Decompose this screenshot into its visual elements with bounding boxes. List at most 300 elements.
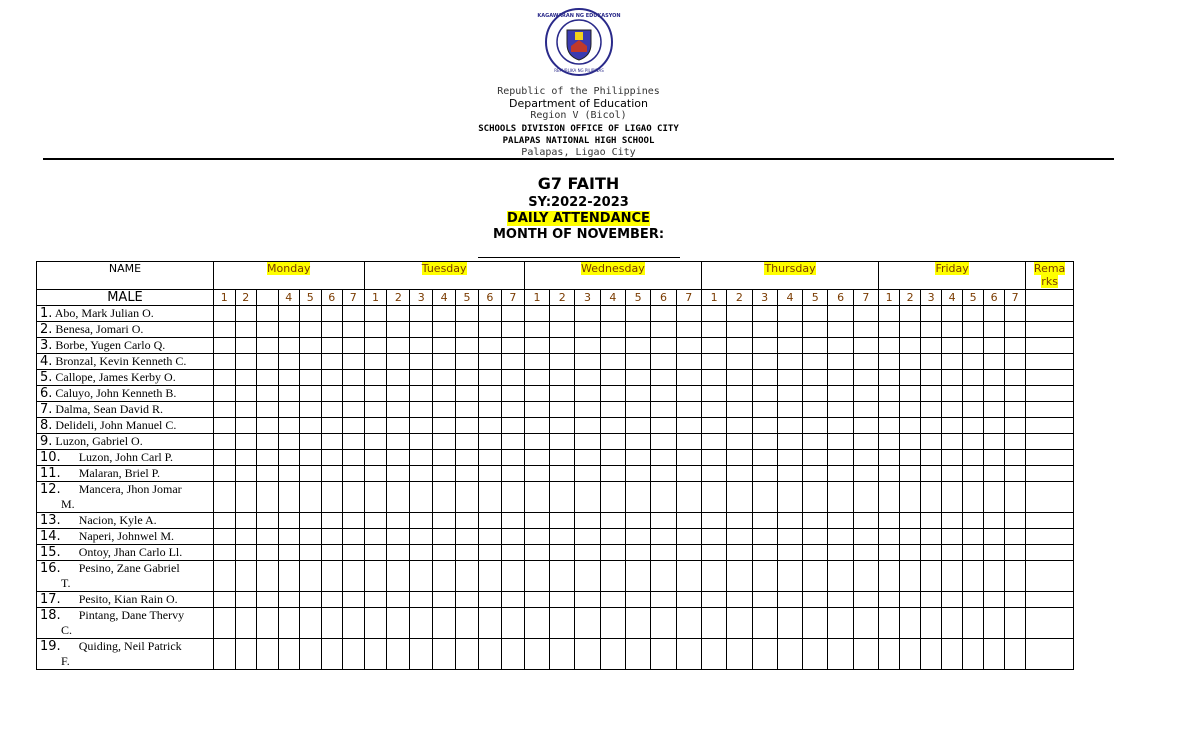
attendance-cell[interactable] [364,482,387,513]
attendance-cell[interactable] [235,545,257,561]
attendance-cell[interactable] [626,322,651,338]
attendance-cell[interactable] [501,322,524,338]
attendance-cell[interactable] [676,608,701,639]
attendance-cell[interactable] [550,354,575,370]
attendance-cell[interactable] [900,608,921,639]
attendance-cell[interactable] [235,608,257,639]
attendance-cell[interactable] [626,434,651,450]
attendance-cell[interactable] [321,592,343,608]
attendance-cell[interactable] [214,322,236,338]
attendance-cell[interactable] [921,545,942,561]
attendance-cell[interactable] [752,608,777,639]
attendance-cell[interactable] [626,639,651,670]
attendance-cell[interactable] [676,592,701,608]
attendance-cell[interactable] [214,529,236,545]
attendance-cell[interactable] [456,354,479,370]
attendance-cell[interactable] [343,561,365,592]
attendance-cell[interactable] [1005,561,1026,592]
attendance-cell[interactable] [963,529,984,545]
attendance-cell[interactable] [1005,466,1026,482]
attendance-cell[interactable] [343,418,365,434]
attendance-cell[interactable] [942,529,963,545]
attendance-cell[interactable] [343,306,365,322]
attendance-cell[interactable] [853,434,878,450]
attendance-cell[interactable] [478,450,501,466]
attendance-cell[interactable] [777,370,802,386]
attendance-cell[interactable] [257,466,279,482]
attendance-cell[interactable] [278,434,300,450]
attendance-cell[interactable] [701,338,726,354]
attendance-cell[interactable] [478,354,501,370]
attendance-cell[interactable] [456,513,479,529]
attendance-cell[interactable] [626,545,651,561]
remarks-cell[interactable] [1026,639,1074,670]
attendance-cell[interactable] [387,529,410,545]
attendance-cell[interactable] [433,639,456,670]
attendance-cell[interactable] [364,450,387,466]
remarks-cell[interactable] [1026,450,1074,466]
attendance-cell[interactable] [300,545,322,561]
attendance-cell[interactable] [676,482,701,513]
attendance-cell[interactable] [853,529,878,545]
attendance-cell[interactable] [278,402,300,418]
attendance-cell[interactable] [651,338,676,354]
attendance-cell[interactable] [921,639,942,670]
attendance-cell[interactable] [214,513,236,529]
attendance-cell[interactable] [963,450,984,466]
attendance-cell[interactable] [235,466,257,482]
attendance-cell[interactable] [900,450,921,466]
attendance-cell[interactable] [921,370,942,386]
attendance-cell[interactable] [777,545,802,561]
attendance-cell[interactable] [942,434,963,450]
attendance-cell[interactable] [803,402,828,418]
attendance-cell[interactable] [478,561,501,592]
attendance-cell[interactable] [600,513,625,529]
attendance-cell[interactable] [626,402,651,418]
attendance-cell[interactable] [900,466,921,482]
attendance-cell[interactable] [701,561,726,592]
attendance-cell[interactable] [501,608,524,639]
attendance-cell[interactable] [1005,306,1026,322]
attendance-cell[interactable] [501,338,524,354]
attendance-cell[interactable] [752,466,777,482]
attendance-cell[interactable] [478,434,501,450]
attendance-cell[interactable] [701,418,726,434]
attendance-cell[interactable] [676,529,701,545]
attendance-cell[interactable] [879,418,900,434]
attendance-cell[interactable] [651,434,676,450]
attendance-cell[interactable] [364,529,387,545]
attendance-cell[interactable] [752,322,777,338]
attendance-cell[interactable] [343,529,365,545]
attendance-cell[interactable] [575,561,600,592]
attendance-cell[interactable] [410,434,433,450]
attendance-cell[interactable] [984,466,1005,482]
attendance-cell[interactable] [828,561,853,592]
attendance-cell[interactable] [364,402,387,418]
attendance-cell[interactable] [456,482,479,513]
attendance-cell[interactable] [942,513,963,529]
attendance-cell[interactable] [828,482,853,513]
attendance-cell[interactable] [942,561,963,592]
attendance-cell[interactable] [828,338,853,354]
attendance-cell[interactable] [600,306,625,322]
attendance-cell[interactable] [752,561,777,592]
attendance-cell[interactable] [257,592,279,608]
attendance-cell[interactable] [343,545,365,561]
attendance-cell[interactable] [752,482,777,513]
attendance-cell[interactable] [278,306,300,322]
attendance-cell[interactable] [575,418,600,434]
remarks-cell[interactable] [1026,482,1074,513]
attendance-cell[interactable] [524,545,549,561]
attendance-cell[interactable] [1005,545,1026,561]
attendance-cell[interactable] [701,386,726,402]
attendance-cell[interactable] [235,322,257,338]
attendance-cell[interactable] [853,418,878,434]
attendance-cell[interactable] [575,513,600,529]
attendance-cell[interactable] [942,545,963,561]
remarks-cell[interactable] [1026,513,1074,529]
attendance-cell[interactable] [433,545,456,561]
attendance-cell[interactable] [921,306,942,322]
attendance-cell[interactable] [433,529,456,545]
attendance-cell[interactable] [853,386,878,402]
attendance-cell[interactable] [364,608,387,639]
attendance-cell[interactable] [828,450,853,466]
attendance-cell[interactable] [478,545,501,561]
attendance-cell[interactable] [433,608,456,639]
attendance-cell[interactable] [257,482,279,513]
attendance-cell[interactable] [410,354,433,370]
attendance-cell[interactable] [701,402,726,418]
attendance-cell[interactable] [651,592,676,608]
attendance-cell[interactable] [900,592,921,608]
attendance-cell[interactable] [387,354,410,370]
attendance-cell[interactable] [433,338,456,354]
attendance-cell[interactable] [278,354,300,370]
attendance-cell[interactable] [478,338,501,354]
attendance-cell[interactable] [803,450,828,466]
attendance-cell[interactable] [828,306,853,322]
attendance-cell[interactable] [900,418,921,434]
attendance-cell[interactable] [651,386,676,402]
attendance-cell[interactable] [456,418,479,434]
attendance-cell[interactable] [921,608,942,639]
attendance-cell[interactable] [900,338,921,354]
attendance-cell[interactable] [942,338,963,354]
attendance-cell[interactable] [942,608,963,639]
attendance-cell[interactable] [803,466,828,482]
attendance-cell[interactable] [752,513,777,529]
attendance-cell[interactable] [963,592,984,608]
attendance-cell[interactable] [651,561,676,592]
attendance-cell[interactable] [921,402,942,418]
attendance-cell[interactable] [1005,608,1026,639]
attendance-cell[interactable] [501,529,524,545]
attendance-cell[interactable] [478,402,501,418]
attendance-cell[interactable] [278,545,300,561]
attendance-cell[interactable] [676,639,701,670]
attendance-cell[interactable] [1005,402,1026,418]
attendance-cell[interactable] [984,354,1005,370]
attendance-cell[interactable] [343,513,365,529]
attendance-cell[interactable] [701,592,726,608]
attendance-cell[interactable] [777,338,802,354]
attendance-cell[interactable] [257,386,279,402]
attendance-cell[interactable] [278,322,300,338]
attendance-cell[interactable] [214,418,236,434]
attendance-cell[interactable] [900,529,921,545]
attendance-cell[interactable] [942,386,963,402]
attendance-cell[interactable] [387,402,410,418]
attendance-cell[interactable] [803,639,828,670]
attendance-cell[interactable] [701,529,726,545]
attendance-cell[interactable] [676,466,701,482]
attendance-cell[interactable] [456,561,479,592]
attendance-cell[interactable] [853,338,878,354]
attendance-cell[interactable] [387,482,410,513]
attendance-cell[interactable] [676,322,701,338]
attendance-cell[interactable] [942,306,963,322]
remarks-cell[interactable] [1026,592,1074,608]
attendance-cell[interactable] [321,608,343,639]
attendance-cell[interactable] [214,545,236,561]
attendance-cell[interactable] [278,639,300,670]
attendance-cell[interactable] [727,306,752,322]
attendance-cell[interactable] [942,592,963,608]
attendance-cell[interactable] [727,545,752,561]
attendance-cell[interactable] [456,322,479,338]
attendance-cell[interactable] [1005,434,1026,450]
attendance-cell[interactable] [575,370,600,386]
attendance-cell[interactable] [600,608,625,639]
attendance-cell[interactable] [803,306,828,322]
attendance-cell[interactable] [321,529,343,545]
attendance-cell[interactable] [235,306,257,322]
attendance-cell[interactable] [214,482,236,513]
attendance-cell[interactable] [321,338,343,354]
attendance-cell[interactable] [501,545,524,561]
attendance-cell[interactable] [501,466,524,482]
attendance-cell[interactable] [651,402,676,418]
attendance-cell[interactable] [235,639,257,670]
attendance-cell[interactable] [777,402,802,418]
attendance-cell[interactable] [433,322,456,338]
attendance-cell[interactable] [478,608,501,639]
attendance-cell[interactable] [550,529,575,545]
attendance-cell[interactable] [984,529,1005,545]
attendance-cell[interactable] [984,306,1005,322]
attendance-cell[interactable] [364,322,387,338]
remarks-cell[interactable] [1026,466,1074,482]
attendance-cell[interactable] [600,639,625,670]
attendance-cell[interactable] [300,370,322,386]
attendance-cell[interactable] [963,482,984,513]
attendance-cell[interactable] [364,434,387,450]
attendance-cell[interactable] [235,354,257,370]
attendance-cell[interactable] [942,466,963,482]
attendance-cell[interactable] [879,529,900,545]
attendance-cell[interactable] [701,450,726,466]
attendance-cell[interactable] [651,482,676,513]
attendance-cell[interactable] [600,482,625,513]
attendance-cell[interactable] [387,608,410,639]
attendance-cell[interactable] [300,322,322,338]
attendance-cell[interactable] [501,386,524,402]
attendance-cell[interactable] [828,386,853,402]
attendance-cell[interactable] [676,513,701,529]
attendance-cell[interactable] [701,322,726,338]
attendance-cell[interactable] [501,418,524,434]
attendance-cell[interactable] [1005,529,1026,545]
attendance-cell[interactable] [278,370,300,386]
attendance-cell[interactable] [803,338,828,354]
attendance-cell[interactable] [410,608,433,639]
attendance-cell[interactable] [550,561,575,592]
attendance-cell[interactable] [410,386,433,402]
attendance-cell[interactable] [963,418,984,434]
attendance-cell[interactable] [257,370,279,386]
attendance-cell[interactable] [879,434,900,450]
attendance-cell[interactable] [257,608,279,639]
attendance-cell[interactable] [343,370,365,386]
attendance-cell[interactable] [1005,322,1026,338]
attendance-cell[interactable] [900,322,921,338]
attendance-cell[interactable] [921,561,942,592]
remarks-cell[interactable] [1026,434,1074,450]
attendance-cell[interactable] [752,306,777,322]
attendance-cell[interactable] [676,561,701,592]
attendance-cell[interactable] [984,322,1005,338]
attendance-cell[interactable] [550,450,575,466]
attendance-cell[interactable] [410,370,433,386]
attendance-cell[interactable] [235,592,257,608]
attendance-cell[interactable] [364,592,387,608]
attendance-cell[interactable] [921,434,942,450]
attendance-cell[interactable] [963,338,984,354]
attendance-cell[interactable] [828,639,853,670]
attendance-cell[interactable] [777,482,802,513]
attendance-cell[interactable] [676,434,701,450]
attendance-cell[interactable] [501,561,524,592]
attendance-cell[interactable] [524,370,549,386]
attendance-cell[interactable] [676,402,701,418]
attendance-cell[interactable] [524,450,549,466]
attendance-cell[interactable] [364,338,387,354]
attendance-cell[interactable] [676,418,701,434]
attendance-cell[interactable] [550,608,575,639]
attendance-cell[interactable] [879,545,900,561]
attendance-cell[interactable] [410,592,433,608]
attendance-cell[interactable] [214,386,236,402]
attendance-cell[interactable] [235,386,257,402]
attendance-cell[interactable] [278,608,300,639]
attendance-cell[interactable] [214,450,236,466]
attendance-cell[interactable] [984,370,1005,386]
attendance-cell[interactable] [214,434,236,450]
attendance-cell[interactable] [984,561,1005,592]
attendance-cell[interactable] [257,561,279,592]
attendance-cell[interactable] [364,418,387,434]
attendance-cell[interactable] [803,418,828,434]
attendance-cell[interactable] [963,322,984,338]
attendance-cell[interactable] [900,545,921,561]
attendance-cell[interactable] [524,354,549,370]
attendance-cell[interactable] [651,354,676,370]
attendance-cell[interactable] [963,434,984,450]
attendance-cell[interactable] [900,386,921,402]
attendance-cell[interactable] [575,608,600,639]
attendance-cell[interactable] [942,322,963,338]
attendance-cell[interactable] [456,434,479,450]
attendance-cell[interactable] [387,592,410,608]
attendance-cell[interactable] [410,402,433,418]
attendance-cell[interactable] [921,592,942,608]
attendance-cell[interactable] [257,354,279,370]
attendance-cell[interactable] [879,450,900,466]
attendance-cell[interactable] [235,561,257,592]
attendance-cell[interactable] [600,370,625,386]
attendance-cell[interactable] [727,322,752,338]
attendance-cell[interactable] [752,418,777,434]
attendance-cell[interactable] [879,338,900,354]
attendance-cell[interactable] [853,561,878,592]
attendance-cell[interactable] [879,402,900,418]
attendance-cell[interactable] [921,354,942,370]
attendance-cell[interactable] [727,466,752,482]
attendance-cell[interactable] [456,402,479,418]
attendance-cell[interactable] [828,592,853,608]
attendance-cell[interactable] [676,338,701,354]
attendance-cell[interactable] [828,354,853,370]
attendance-cell[interactable] [300,608,322,639]
attendance-cell[interactable] [550,592,575,608]
attendance-cell[interactable] [727,354,752,370]
attendance-cell[interactable] [727,529,752,545]
attendance-cell[interactable] [828,608,853,639]
attendance-cell[interactable] [550,306,575,322]
attendance-cell[interactable] [1005,354,1026,370]
attendance-cell[interactable] [942,370,963,386]
attendance-cell[interactable] [921,386,942,402]
attendance-cell[interactable] [433,466,456,482]
attendance-cell[interactable] [321,370,343,386]
attendance-cell[interactable] [387,386,410,402]
attendance-cell[interactable] [575,354,600,370]
attendance-cell[interactable] [575,545,600,561]
attendance-cell[interactable] [984,608,1005,639]
attendance-cell[interactable] [777,592,802,608]
attendance-cell[interactable] [921,529,942,545]
attendance-cell[interactable] [278,338,300,354]
attendance-cell[interactable] [879,513,900,529]
remarks-cell[interactable] [1026,322,1074,338]
attendance-cell[interactable] [600,338,625,354]
attendance-cell[interactable] [752,370,777,386]
attendance-cell[interactable] [900,402,921,418]
attendance-cell[interactable] [651,306,676,322]
attendance-cell[interactable] [501,434,524,450]
attendance-cell[interactable] [550,466,575,482]
attendance-cell[interactable] [942,354,963,370]
attendance-cell[interactable] [803,370,828,386]
attendance-cell[interactable] [701,434,726,450]
attendance-cell[interactable] [879,354,900,370]
attendance-cell[interactable] [364,370,387,386]
attendance-cell[interactable] [278,513,300,529]
